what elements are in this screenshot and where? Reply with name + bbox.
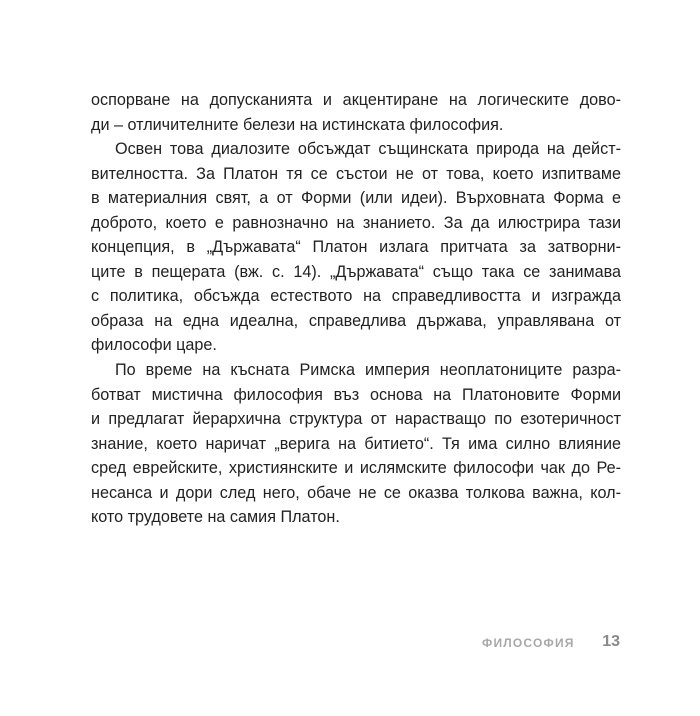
text-line: По време на късната Римска империя неоплатониците разра- xyxy=(115,361,621,380)
text-line: с политика, обсъжда естеството на справедливостта и изгражда xyxy=(91,287,621,306)
text-line: в материалния свят, а от Форми (или идеи). Върховната Форма е xyxy=(91,189,621,208)
text-line: вителността. За Платон тя се състои не от това, което изпитваме xyxy=(91,164,621,183)
text-line: ците в пещерата (вж. с. 14). „Държавата“ също така се занимава xyxy=(91,262,621,281)
text-line: образа на една идеална, справедлива държава, управлявана от xyxy=(91,311,621,330)
text-line: несанса и дори след него, обаче не се оказва толкова важна, кол- xyxy=(91,483,621,502)
paragraph xyxy=(91,137,621,358)
text-line: Освен това диалозите обсъждат същинската природа на дейст- xyxy=(115,140,621,159)
text-line: философи царе. xyxy=(91,336,217,355)
running-footer-section: ФИЛОСОФИЯ xyxy=(482,636,575,650)
text-line: доброто, което е равнозначно на знанието. За да илюстрира тази xyxy=(91,213,621,232)
paragraph xyxy=(91,358,621,530)
paragraph xyxy=(91,88,621,137)
text-line: ботват мистична философия въз основа на Платоновите Форми xyxy=(91,385,621,404)
page-number: 13 xyxy=(602,633,620,650)
body-text xyxy=(91,88,621,530)
text-line: сред еврейските, християнските и ислямските философи чак до Ре- xyxy=(91,459,621,478)
text-line: кото трудовете на самия Платон. xyxy=(91,508,340,527)
text-line: ди – отличителните белези на истинската философия. xyxy=(91,115,504,134)
text-line: и предлагат йерархична структура от нарастващо по езотеричност xyxy=(91,410,621,429)
text-line: концепция, в „Държавата“ Платон излага притчата за затворни- xyxy=(91,238,621,257)
text-line: оспорване на допусканията и акцентиране на логическите дово- xyxy=(91,91,621,109)
text-line: знание, което наричат „верига на битието“. Тя има силно влияние xyxy=(91,434,621,453)
page-footer xyxy=(470,633,620,655)
